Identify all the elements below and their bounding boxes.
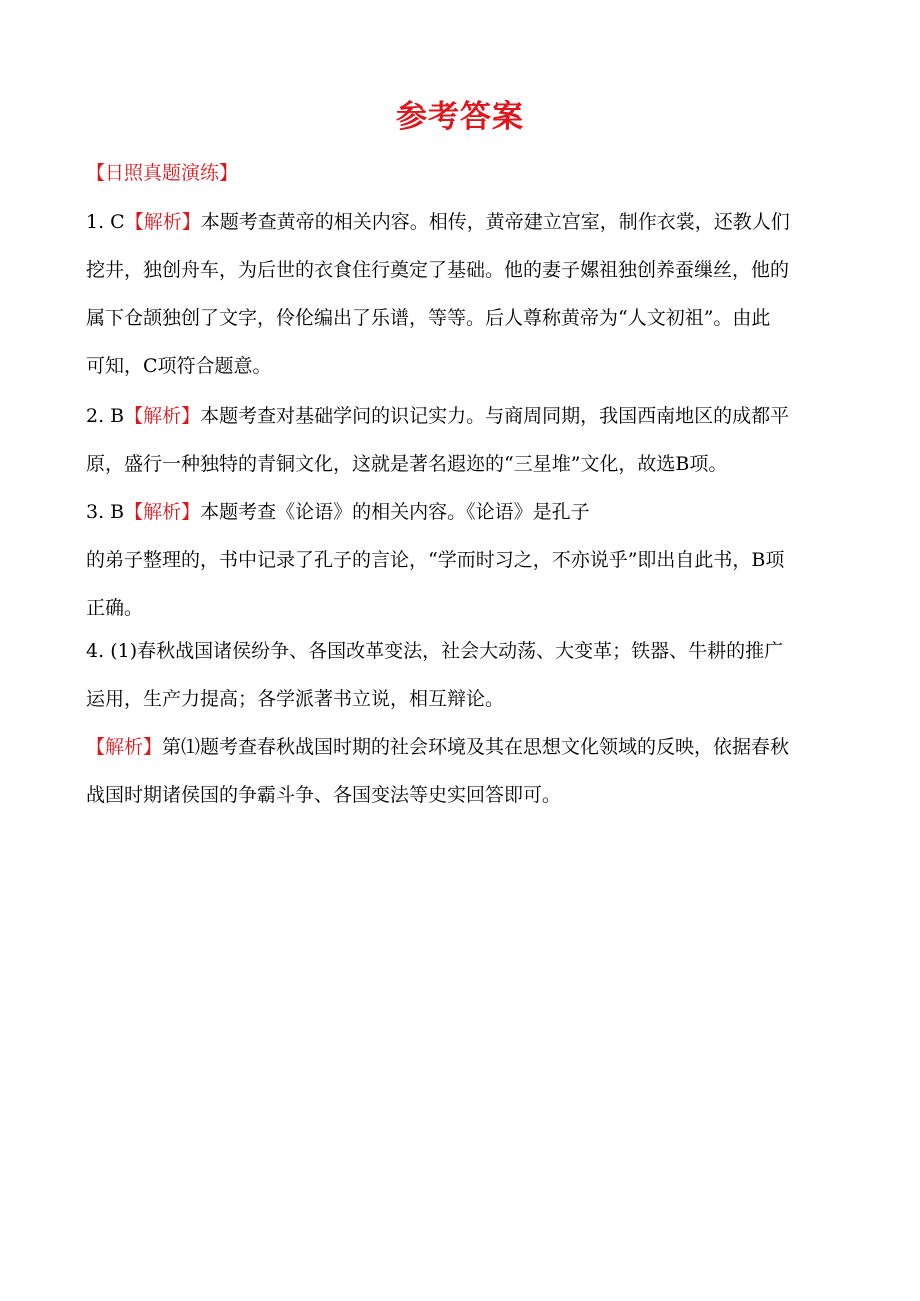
answer-item-1 bbox=[86, 198, 836, 390]
analysis-text-line: 战国时期诸侯国的争霸斗争、各国变法等史实回答即可。 bbox=[86, 784, 562, 806]
answer-text: 本题考查对基础学问的识记实力。与商周同期，我国西南地区的成都平 bbox=[200, 405, 790, 427]
answer-item-2-line-1 bbox=[86, 392, 836, 440]
answer-text-line: 可知，C项符合题意。 bbox=[86, 355, 272, 377]
answer-item-3 bbox=[86, 488, 836, 632]
answer-item-4 bbox=[86, 627, 836, 723]
answer-text-line: 原，盛行一种独特的青铜文化，这就是著名遐迩的“三星堆”文化，故选B项。 bbox=[86, 453, 728, 475]
section-heading: 【日照真题演练】 bbox=[86, 162, 239, 184]
answer-item-1-line-1 bbox=[86, 198, 836, 246]
answer-item-2 bbox=[86, 392, 836, 488]
answer-text: (1)春秋战国诸侯纷争、各国改革变法，社会大动荡、大变革；铁器、牛耕的推广 bbox=[110, 640, 784, 662]
answer-text: 本题考查黄帝的相关内容。相传，黄帝建立宫室，制作衣裳，还教人们 bbox=[200, 211, 790, 233]
answer-text-line: 的弟子整理的，书中记录了孔子的言论，“学而时习之，不亦说乎”即出自此书，B项 bbox=[86, 549, 785, 571]
answer-number: 4. bbox=[86, 640, 105, 662]
analysis-tag: 【解析】 bbox=[124, 211, 201, 233]
analysis-tag: 【解析】 bbox=[86, 736, 163, 758]
answer-item-4-analysis bbox=[86, 723, 836, 819]
answer-number: 1. C bbox=[86, 211, 125, 233]
answer-text-line: 正确。 bbox=[86, 597, 144, 619]
answer-text: 本题考查《论语》的相关内容。《论语》是孔子 bbox=[200, 501, 590, 523]
answer-text-line: 属下仓颉独创了文字，伶伦编出了乐谱，等等。后人尊称黄帝为“人文初祖”。由此 bbox=[86, 307, 771, 329]
analysis-line-1 bbox=[86, 723, 836, 771]
answer-number: 3. B bbox=[86, 501, 125, 523]
answer-item-3-line-1 bbox=[86, 488, 836, 536]
analysis-tag: 【解析】 bbox=[124, 405, 201, 427]
analysis-text: 第⑴题考查春秋战国时期的社会环境及其在思想文化领域的反映，依据春秋 bbox=[162, 736, 790, 758]
answer-text-line: 运用，生产力提高；各学派著书立说，相互辩论。 bbox=[86, 688, 505, 710]
analysis-tag: 【解析】 bbox=[124, 501, 201, 523]
page-title: 参考答案 bbox=[396, 99, 524, 135]
answer-item-4-line-1 bbox=[86, 627, 836, 675]
answer-number: 2. B bbox=[86, 405, 125, 427]
answer-text-line: 挖井，独创舟车，为后世的衣食住行奠定了基础。他的妻子嫘祖独创养蚕缫丝，他的 bbox=[86, 259, 790, 281]
